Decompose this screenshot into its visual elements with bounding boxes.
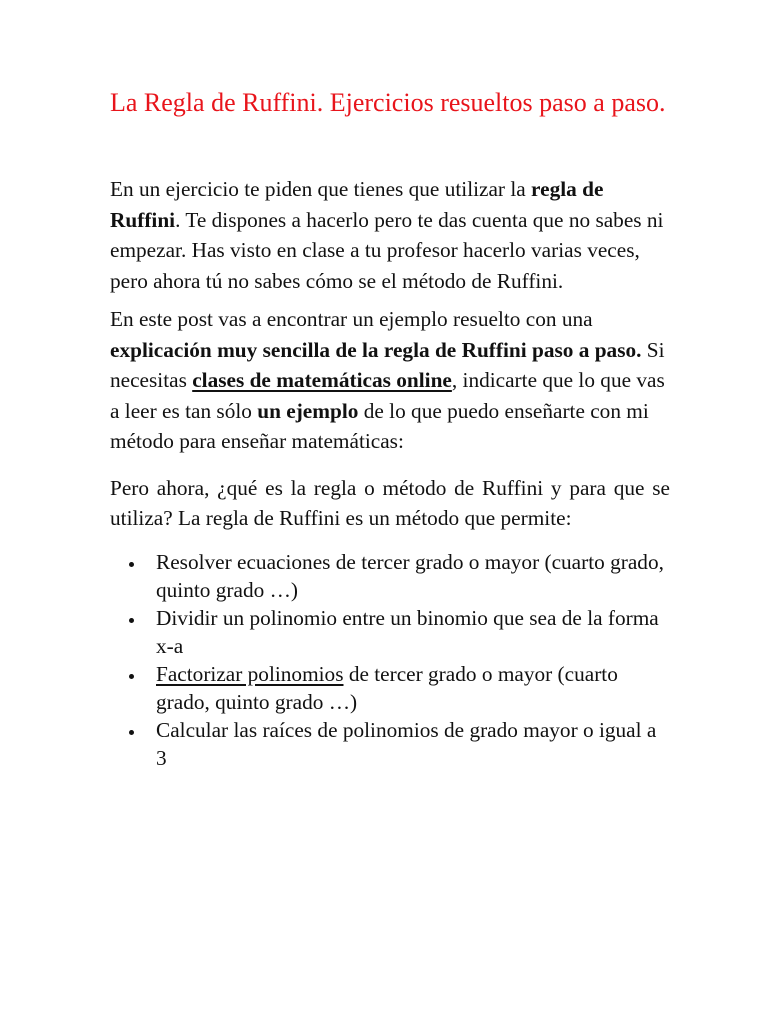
intro-text-1: En un ejercicio te piden que tienes que utilizar la bbox=[110, 177, 532, 201]
factorize-polynomials-link[interactable]: Factorizar polinomios bbox=[156, 661, 344, 686]
bullet-icon bbox=[129, 730, 134, 735]
list-item bbox=[110, 716, 670, 772]
document-page bbox=[110, 86, 670, 772]
bullet-icon bbox=[129, 562, 134, 567]
bullet-icon bbox=[129, 618, 134, 623]
list-item bbox=[110, 548, 670, 604]
post-text-3: , indicarte que lo que vas a leer es tan sólo bbox=[110, 368, 665, 423]
intro-text-2: . Te dispones a hacerlo pero te das cuenta que no sabes ni empezar. Has visto en clase a tu profesor hacerlo varias veces, pero ahora tú no sabes cómo se el método de Ruffini. bbox=[110, 207, 664, 293]
list-item-text: Resolver ecuaciones de tercer grado o mayor (cuarto grado, quinto grado …) bbox=[156, 549, 664, 602]
list-item bbox=[110, 660, 670, 716]
list-item-text: Calcular las raíces de polinomios de grado mayor o igual a 3 bbox=[156, 717, 657, 770]
list-item bbox=[110, 604, 670, 660]
post-text-1: En este post vas a encontrar un ejemplo resuelto con una bbox=[110, 307, 593, 331]
bullet-icon bbox=[129, 674, 134, 679]
intro-paragraph bbox=[110, 174, 670, 296]
uses-list bbox=[110, 548, 670, 772]
post-text-4: de lo que puedo enseñarte con mi método para enseñar matemáticas: bbox=[110, 398, 649, 453]
list-item-text: Dividir un polinomio entre un binomio que sea de la forma x-a bbox=[156, 605, 659, 658]
online-classes-link[interactable]: clases de matemáticas online bbox=[192, 368, 452, 392]
post-text-2: Si necesitas bbox=[110, 337, 665, 392]
post-bold-example: un ejemplo bbox=[257, 398, 359, 423]
question-paragraph: Pero ahora, ¿qué es la regla o método de Ruffini y para que se utiliza? La regla de Ruffini es un método que permite: bbox=[110, 475, 670, 530]
list-item-text: de tercer grado o mayor (cuarto grado, quinto grado …) bbox=[156, 661, 618, 714]
post-description-paragraph bbox=[110, 304, 670, 457]
intro-bold-ruffini: regla de Ruffini bbox=[110, 177, 604, 232]
post-bold-explanation: explicación muy sencilla de la regla de Ruffini paso a paso. bbox=[110, 337, 642, 362]
page-title: La Regla de Ruffini. Ejercicios resueltos paso a paso. bbox=[110, 88, 666, 117]
